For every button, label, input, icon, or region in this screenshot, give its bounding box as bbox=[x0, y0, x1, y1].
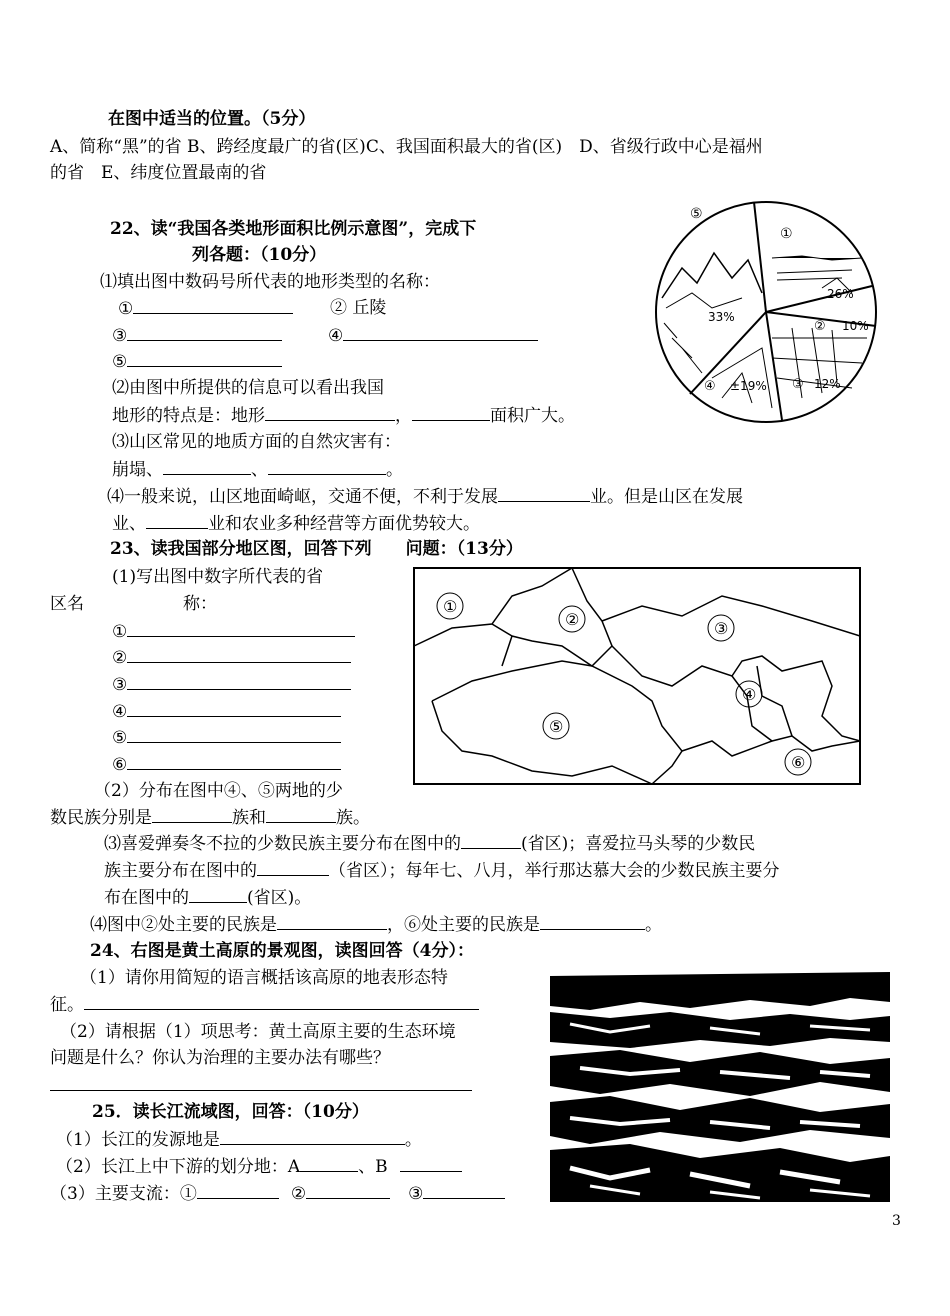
q22-answer-3: ③ bbox=[112, 324, 282, 347]
q25-p2: （2）长江上中下游的划分地：A 、B bbox=[56, 1155, 462, 1178]
answer-blank[interactable] bbox=[461, 832, 521, 849]
q22-p1: ⑴填出图中数码号所代表的地形类型的名称： bbox=[100, 272, 440, 292]
q24-title: 24、右图是黄土高原的景观图，读图回答（4分）： bbox=[90, 941, 474, 961]
q23-p3b: 族主要分布在图中的 （省区）；每年七、八月，举行那达慕大会的少数民族主要分 bbox=[104, 861, 780, 881]
loess-plateau-image bbox=[550, 972, 890, 1202]
answer-blank[interactable] bbox=[163, 458, 251, 475]
answer-blank[interactable] bbox=[127, 673, 351, 690]
pie-label-3: ③ bbox=[792, 377, 804, 392]
pie-pct-26: 26% bbox=[827, 287, 854, 301]
answer-blank[interactable] bbox=[343, 324, 538, 341]
answer-blank[interactable] bbox=[277, 913, 387, 930]
pie-pct-33: 33% bbox=[708, 310, 735, 324]
answer-blank[interactable] bbox=[127, 324, 282, 341]
pie-pct-10: 10% bbox=[842, 319, 869, 333]
map-label-4: ④ bbox=[742, 685, 757, 704]
q23-title: 23、读我国部分地区图，回答下列 问题：（13分） bbox=[110, 539, 523, 559]
map-label-3: ③ bbox=[714, 619, 729, 638]
pie-label-4: ④ bbox=[704, 379, 716, 394]
q21-options-line2: 的省 E、纬度位置最南的省 bbox=[50, 163, 267, 183]
q22-p2b: 地形的特点是：地形 ， 面积广大。 bbox=[112, 406, 575, 426]
answer-blank[interactable] bbox=[84, 993, 479, 1010]
q25-p1: （1）长江的发源地是 。 bbox=[56, 1130, 422, 1150]
answer-blank[interactable] bbox=[400, 1155, 462, 1172]
q25-p3: （3）主要支流：① ② ③ bbox=[50, 1182, 505, 1205]
map-label-5: ⑤ bbox=[549, 717, 564, 736]
answer-blank[interactable] bbox=[300, 1155, 358, 1172]
pie-pct-12: 12% bbox=[814, 377, 841, 391]
q23-p1a: (1)写出图中数字所代表的省 bbox=[112, 567, 324, 587]
pie-label-2: ② bbox=[814, 319, 826, 334]
q22-title-2: 列各题：（10分） bbox=[192, 245, 327, 265]
q22-answer-4: ④ bbox=[328, 324, 538, 347]
answer-blank[interactable] bbox=[189, 886, 247, 903]
q24-p1b: 征。 bbox=[50, 993, 479, 1016]
q23-p2b: 数民族分别是 族和 族。 bbox=[50, 808, 370, 828]
answer-blank[interactable] bbox=[127, 350, 282, 367]
q22-answer-1: ① bbox=[118, 297, 293, 320]
map-label-1: ① bbox=[443, 597, 458, 616]
answer-blank[interactable] bbox=[127, 700, 341, 717]
q23-item-5: ⑤ bbox=[112, 726, 341, 749]
q23-p3a: ⑶喜爱弹奏冬不拉的少数民族主要分布在图中的 (省区)；喜爱拉马头琴的少数民 bbox=[104, 834, 756, 854]
answer-blank[interactable] bbox=[133, 297, 293, 314]
china-regional-map bbox=[412, 566, 864, 788]
answer-blank[interactable] bbox=[412, 404, 490, 421]
terrain-pie-chart bbox=[652, 198, 880, 426]
q22-answer-5: ⑤ bbox=[112, 350, 282, 373]
pie-label-5: ⑤ bbox=[690, 206, 703, 222]
q24-p2b: 问题是什么？你认为治理的主要办法有哪些？ bbox=[50, 1048, 390, 1068]
page-number: 3 bbox=[892, 1213, 901, 1229]
answer-blank[interactable] bbox=[265, 404, 395, 421]
q23-p3c: 布在图中的 (省区)。 bbox=[104, 888, 312, 908]
pie-pct-19: ±19% bbox=[730, 379, 767, 393]
answer-blank[interactable] bbox=[197, 1182, 279, 1199]
q23-item-3: ③ bbox=[112, 673, 351, 696]
map-label-2: ② bbox=[565, 610, 580, 629]
answer-blank[interactable] bbox=[220, 1128, 405, 1145]
answer-blank[interactable] bbox=[540, 913, 645, 930]
q22-p3b: 崩塌、 、 。 bbox=[112, 460, 403, 480]
answer-blank[interactable] bbox=[306, 1182, 390, 1199]
q24-p1a: （1）请你用简短的语言概括该高原的地表形态特 bbox=[80, 968, 448, 988]
q21-options-line1: A、简称“黑”的省 B、跨经度最广的省(区)C、我国面积最大的省(区) D、省级行政中心是福州 bbox=[50, 137, 763, 157]
q23-p1b-2: 称： bbox=[183, 594, 217, 614]
q23-item-2: ② bbox=[112, 646, 351, 669]
q22-p4a: ⑷一般来说，山区地面崎岖，交通不便，不利于发展 业。但是山区在发展 bbox=[107, 487, 743, 507]
q25-title: 25．读长江流域图，回答：（10分） bbox=[92, 1102, 369, 1122]
q23-p2a: （2）分布在图中④、⑤两地的少 bbox=[94, 781, 343, 801]
q21-tail-title: 在图中适当的位置。（5分） bbox=[108, 109, 316, 129]
q22-p3a: ⑶山区常见的地质方面的自然灾害有： bbox=[112, 432, 401, 452]
q23-p4: ⑷图中②处主要的民族是 ，⑥处主要的民族是 。 bbox=[90, 915, 662, 935]
answer-blank[interactable] bbox=[127, 620, 355, 637]
answer-blank[interactable] bbox=[423, 1182, 505, 1199]
answer-blank[interactable] bbox=[498, 485, 590, 502]
answer-blank[interactable] bbox=[257, 859, 329, 876]
answer-blank[interactable] bbox=[266, 806, 336, 823]
answer-blank[interactable] bbox=[127, 726, 341, 743]
answer-line[interactable] bbox=[50, 1090, 472, 1091]
q22-title: 22、读“我国各类地形面积比例示意图”，完成下 bbox=[110, 219, 477, 239]
q22-answer-2: ② 丘陵 bbox=[330, 298, 387, 318]
answer-blank[interactable] bbox=[127, 646, 351, 663]
answer-blank[interactable] bbox=[152, 806, 232, 823]
map-label-6: ⑥ bbox=[791, 753, 806, 772]
q22-p2a: ⑵由图中所提供的信息可以看出我国 bbox=[112, 378, 384, 398]
q23-item-1: ① bbox=[112, 620, 355, 643]
q23-item-6: ⑥ bbox=[112, 753, 341, 776]
answer-blank[interactable] bbox=[268, 458, 386, 475]
q23-p1b-1: 区名 bbox=[50, 594, 84, 614]
q23-item-4: ④ bbox=[112, 700, 341, 723]
answer-blank[interactable] bbox=[146, 512, 208, 529]
answer-blank[interactable] bbox=[127, 753, 341, 770]
q22-p4b: 业、 业和农业多种经营等方面优势较大。 bbox=[112, 514, 480, 534]
q24-p2a: （2）请根据（1）项思考：黄土高原主要的生态环境 bbox=[60, 1022, 456, 1042]
pie-label-1: ① bbox=[780, 226, 793, 242]
